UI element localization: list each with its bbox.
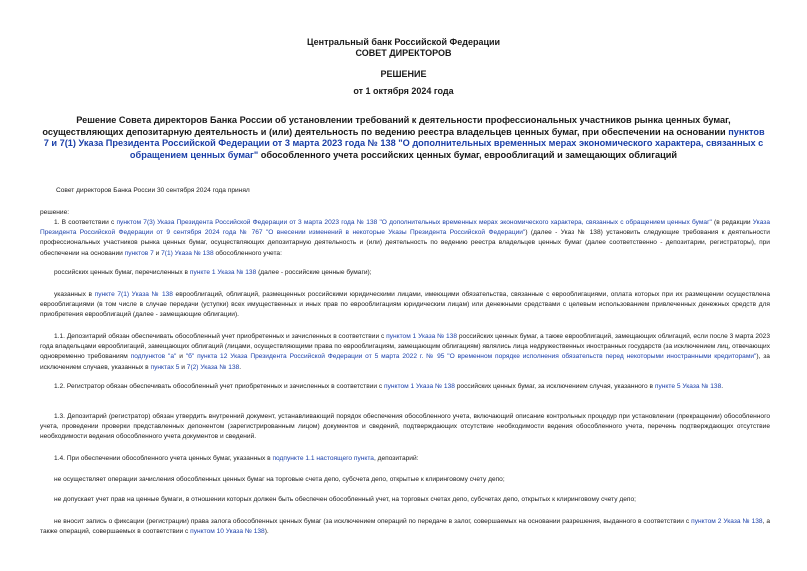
text: .: [239, 363, 242, 371]
paragraph-3: [40, 290, 770, 321]
org-name: Центральный банк Российской Федерации: [306, 37, 501, 47]
text: (в редакции: [711, 219, 753, 226]
text: российских ценных бумаг, а также еврооблигаций, замещающих облигаций, если после 3 марта 2023 года владельцами еврооблигаций, замещающих облигаций (лицами, осуществляющими права по еврооблигациям, замещающим облигациям) являлись лица недружественных иностранных государств (за исключением лиц, отвечающих одновременно требованиям: [40, 333, 771, 361]
text: и: [176, 353, 186, 361]
text: и: [153, 249, 162, 257]
paragraph-1-1: [40, 332, 770, 373]
title-text: Решение Совета директоров Банка России об установлении требований к деятельности профессиональных участников рынка ценных бумаг, осуществляющих депозитарную деятельность и (или) деятельность по ведению реестра владельцев ценных бумаг, при обеспечении на основании: [42, 115, 731, 137]
intro-paragraph: Совет директоров Банка России 30 сентября 2024 года принял: [56, 187, 250, 194]
text: и: [179, 363, 187, 371]
text: не вносит запись о фиксации (регистрации) права залога обособленных ценных бумаг (за исключением операций по передаче в залог, совершаемых на основании разрешения, выданного в соответствии с: [54, 518, 692, 525]
link-decree-95[interactable]: "б" пункта 12 Указа Президента Российской Федерации от 5 марта 2022 г. № 95 "О временном порядке исполнения обязательств перед некоторыми иностранными кредиторами": [185, 353, 757, 361]
link-point-10[interactable]: пунктом 10 Указа № 138: [190, 528, 265, 536]
link-point-5-b[interactable]: пункте 5 Указа № 138: [654, 383, 722, 390]
paragraph-2: [54, 268, 770, 278]
text: 1.2. Регистратор обязан обеспечивать обособленный учет приобретенных и зачисленных в соответствии с: [54, 383, 385, 390]
link-point-7-1[interactable]: 7(1) Указа № 138: [161, 249, 214, 257]
paragraph-list-1: не осуществляет операции зачисления обособленных ценных бумаг на торговые счета депо, субсчета депо, открытые к клиринговому счету депо;: [54, 476, 505, 483]
text: , депозитарий:: [373, 455, 419, 462]
text: ).: [264, 528, 269, 536]
paragraph-1-3: 1.3. Депозитарий (регистратор) обязан утвердить внутренний документ, устанавливающий порядок обеспечения обособленного учета, включающий описание контрольных процедур при установлении (прекращении) обособленного учета, проведении проверки представленных депонентом (зарегистрированным лицом) документов и сведений, подтверждающих отсутствие необходимости ведения обособленного учета, перечень подтверждающих отсутствие необходимости ведения обособленного учета документов и сведений.: [40, 413, 770, 441]
text: указанных в: [54, 291, 95, 298]
text: 1.4. При обеспечении обособленного учета ценных бумаг, указанных в: [54, 455, 273, 462]
link-subpoint-a[interactable]: подпунктов "а": [130, 353, 177, 361]
paragraph-1: [40, 218, 770, 259]
text: российских ценных бумаг, за исключением случая, указанного в: [454, 383, 655, 390]
link-subpoint-1-1[interactable]: подпункте 1.1 настоящего пункта: [272, 455, 374, 462]
paragraph-1-4: [54, 454, 770, 464]
text: .: [721, 383, 724, 390]
text: ), за исключением случаев, указанных в: [40, 353, 770, 371]
paragraph-1-2: [40, 382, 770, 392]
text: ) (далее - Указ № 138) установить следующие требования к деятельности профессиональных участников рынка ценных бумаг, осуществляющих депозитарную деятельность и (или) деятельность по ведению реестра владельцев ценных бумаг (далее соответственно - депозитарии, регистраторы), при обеспечении на основании: [40, 229, 770, 257]
text: , а также операций, совершаемых в соответствии с: [40, 518, 771, 536]
text: обособленного учета:: [213, 249, 282, 257]
link-point-1[interactable]: пункте 1 Указа № 138: [189, 269, 257, 276]
link-decree-138-p7-3[interactable]: пунктом 7(3) Указа Президента Российской Федерации от 3 марта 2023 года № 138 "О дополнительных временных мерах экономического характера, связанных с обращением ценных бумаг": [116, 219, 712, 226]
link-point-1-c[interactable]: пунктом 1 Указа № 138: [384, 383, 455, 390]
document-type: РЕШЕНИЕ: [380, 69, 427, 79]
text: еврооблигаций, облигаций, размещенных российскими юридическими лицами, имеющими обязательства, связанные с еврооблигациями, оплата которых при их размещении осуществлена еврооблигациями (в том числе в случае передачи (уступки) всех имущественных и иных прав по еврооблигациям юридическим лицам) или денежными средствами с целевым использованием привлеченных денежных средств для приобретения еврооблигаций (далее - замещающие облигации).: [40, 291, 770, 319]
decision-label: решение:: [40, 209, 70, 216]
link-decree-767[interactable]: Указа Президента Российской Федерации от 9 сентября 2024 года № 767 "О внесении изменений в некоторые Указы Президента Российской Федерации": [40, 219, 770, 237]
document-title: [40, 115, 767, 161]
text: 1. В соответствии с: [54, 219, 117, 226]
text: российских ценных бумаг, перечисленных в: [54, 269, 190, 276]
link-point-7[interactable]: пунктов 7: [124, 249, 154, 257]
link-point-1-b[interactable]: пунктом 1 Указа № 138: [386, 333, 458, 340]
link-point-5[interactable]: пунктах 5: [150, 363, 180, 371]
text: (далее - российские ценные бумаги);: [256, 269, 372, 276]
board-name: СОВЕТ ДИРЕКТОРОВ: [355, 48, 452, 58]
link-point-2[interactable]: пунктом 2 Указа № 138: [691, 518, 763, 525]
link-point-7-1-b[interactable]: пункте 7(1) Указа № 138: [94, 291, 173, 298]
text: 1.1. Депозитарий обязан обеспечивать обособленный учет приобретенных и зачисленных в соответствии с: [54, 333, 387, 340]
link-point-7-2[interactable]: 7(2) Указа № 138: [186, 363, 240, 371]
document-date: от 1 октября 2024 года: [353, 86, 454, 96]
title-link[interactable]: пунктов 7 и 7(1) Указа Президента Российской Федерации от 3 марта 2023 года № 138 "О дополнительных временных мерах экономического характера, связанных с обращением ценных бумаг": [43, 126, 765, 160]
title-text-end: обособленного учета российских ценных бумаг, еврооблигаций и замещающих облигаций: [258, 149, 678, 160]
paragraph-list-2: не допускает учет прав на ценные бумаги, в отношении которых должен быть обеспечен обособленный учет, на торговых счетах депо, субсчетах депо, открытых к клиринговому счету депо;: [54, 496, 636, 503]
paragraph-list-3: [40, 517, 770, 537]
